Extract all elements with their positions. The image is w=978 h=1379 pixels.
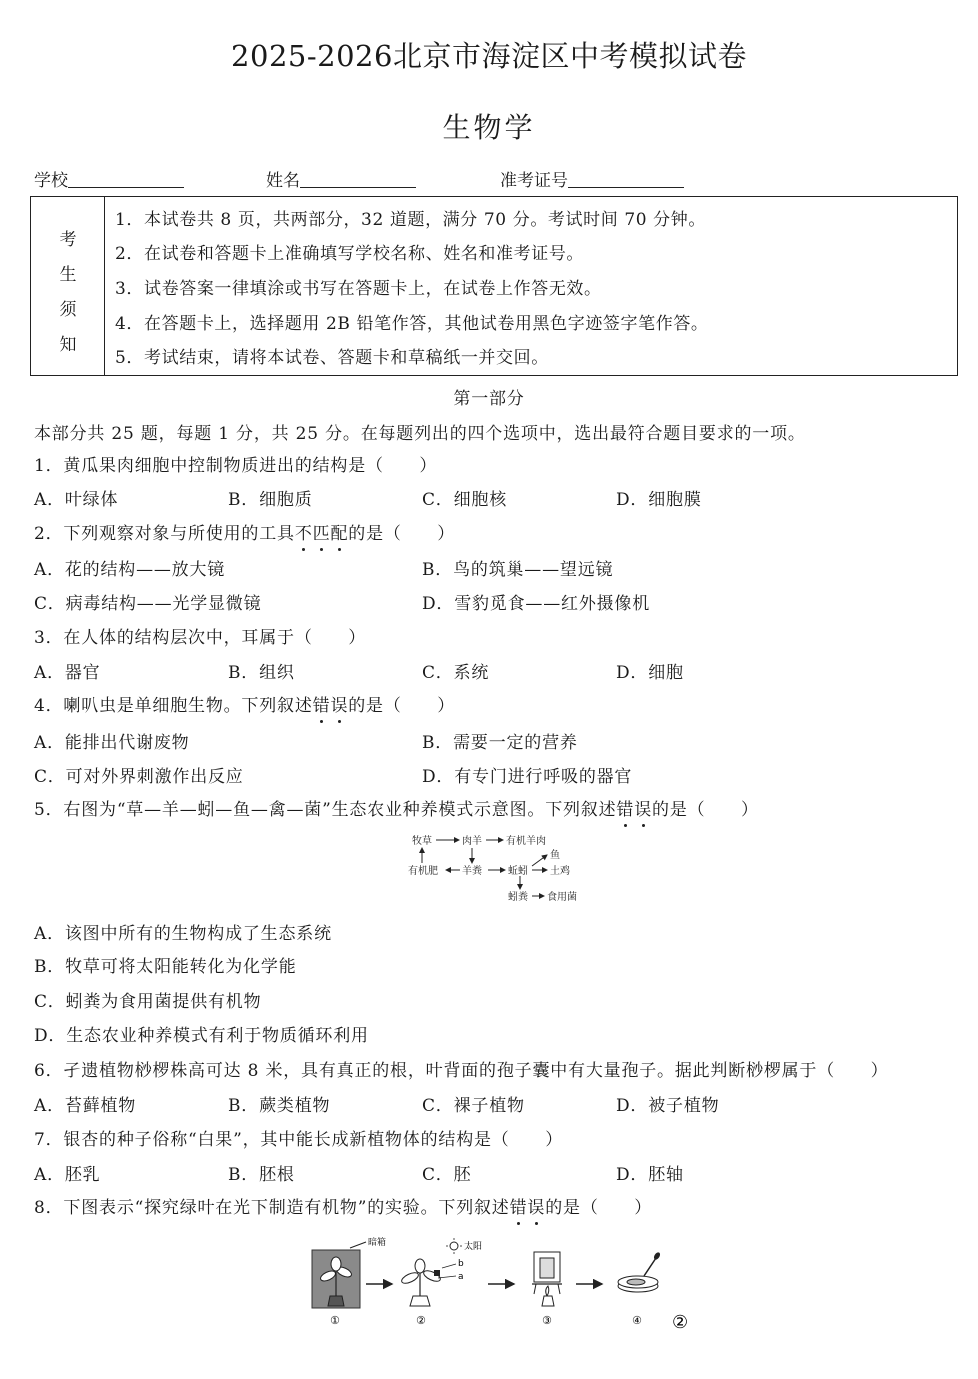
node-earthworm: 蚯蚓 [508, 866, 528, 877]
step-3-label: ③ [542, 1314, 552, 1327]
eco-farm-diagram [404, 830, 594, 914]
node-organic-mutton: 有机羊肉 [506, 836, 546, 847]
step-2-label: ② [416, 1314, 426, 1327]
notice-item: 1．本试卷共 8 页，共两部分，32 道题，满分 70 分。考试时间 70 分钟。 [115, 210, 706, 230]
q7-option-c[interactable]: C．胚 [422, 1165, 472, 1185]
q3-option-c[interactable]: C．系统 [422, 663, 490, 683]
q1-option-d[interactable]: D．细胞膜 [616, 490, 702, 510]
question-2-stem: 2．下列观察对象与所使用的工具不匹配的是（ ） [34, 524, 456, 544]
q5-option-c[interactable]: C．蚓粪为食用菌提供有机物 [34, 992, 262, 1012]
dark-box-label: 暗箱 [368, 1238, 387, 1248]
notice-side-label [31, 197, 105, 375]
notice-item: 4．在答题卡上，选择题用 2B 铅笔作答，其他试卷用黑色字迹签字笔作答。 [115, 314, 709, 334]
q6-option-a[interactable]: A．苔藓植物 [34, 1096, 137, 1116]
experiment-figure [306, 1234, 706, 1338]
q5-option-a[interactable]: A．该图中所有的生物构成了生态系统 [34, 924, 332, 944]
question-5-stem: 5．右图为“草—羊—蚓—鱼—禽—菌”生态农业种养模式示意图。下列叙述错误的是（ ） [34, 800, 759, 820]
node-edible-fungus: 食用菌 [547, 892, 577, 903]
notice-side-char: 生 [59, 265, 77, 285]
name-label: 姓名 [266, 171, 300, 191]
page-marker: ② [672, 1312, 689, 1333]
q2-option-c[interactable]: C．病毒结构——光学显微镜 [34, 594, 262, 614]
q6-option-c[interactable]: C．裸子植物 [422, 1096, 525, 1116]
question-4-stem: 4．喇叭虫是单细胞生物。下列叙述错误的是（ ） [34, 696, 456, 716]
exam-title: 2025-2026北京市海淀区中考模拟试卷 [231, 39, 747, 73]
exam-id-field[interactable] [500, 166, 684, 191]
notice-item: 3．试卷答案一律填涂或书写在答题卡上，在试卷上作答无效。 [115, 279, 602, 299]
q4-option-c[interactable]: C．可对外界刺激作出反应 [34, 767, 244, 787]
node-sheep: 肉羊 [462, 836, 482, 847]
exam-id-label: 准考证号 [500, 171, 568, 191]
question-1-stem: 1．黄瓜果肉细胞中控制物质进出的结构是（ ） [34, 456, 438, 476]
label-a: a [458, 1272, 464, 1282]
q1-option-b[interactable]: B．细胞质 [228, 490, 313, 510]
question-6-stem: 6．孑遗植物桫椤株高可达 8 米，具有真正的根，叶背面的孢子囊中有大量孢子。据此判断桫椤属于（ ） [34, 1061, 889, 1081]
q1-option-c[interactable]: C．细胞核 [422, 490, 508, 510]
notice-side-char: 知 [59, 335, 77, 355]
step-4-label: ④ [632, 1314, 642, 1327]
node-organic-fertilizer: 有机肥 [408, 866, 438, 877]
q3-option-a[interactable]: A．器官 [34, 663, 101, 683]
q4-option-d[interactable]: D．有专门进行呼吸的器官 [422, 767, 633, 787]
question-8-stem: 8．下图表示“探究绿叶在光下制造有机物”的实验。下列叙述错误的是（ ） [34, 1198, 653, 1218]
node-worm-cast: 蚓粪 [508, 892, 528, 903]
q6-option-b[interactable]: B．蕨类植物 [228, 1096, 331, 1116]
q6-option-d[interactable]: D．被子植物 [616, 1096, 720, 1116]
q5-option-d[interactable]: D．生态农业种养模式有利于物质循环利用 [34, 1026, 369, 1046]
name-field[interactable] [266, 166, 416, 191]
notice-item: 5．考试结束，请将本试卷、答题卡和草稿纸一并交回。 [115, 348, 549, 368]
notice-side-char: 须 [59, 300, 77, 320]
label-b: b [458, 1259, 464, 1269]
candidate-notice-box [30, 196, 958, 376]
part-instructions: 本部分共 25 题，每题 1 分，共 25 分。在每题列出的四个选项中，选出最符合题目要求的一项。 [34, 424, 806, 444]
notice-item: 2．在试卷和答题卡上准确填写学校名称、姓名和准考证号。 [115, 244, 585, 264]
q7-option-b[interactable]: B．胚根 [228, 1165, 295, 1185]
q2-option-b[interactable]: B．鸟的筑巢——望远镜 [422, 560, 614, 580]
node-fish: 鱼 [550, 850, 560, 861]
notice-side-char: 考 [59, 230, 77, 250]
node-pasture: 牧草 [412, 836, 432, 847]
q7-option-a[interactable]: A．胚乳 [34, 1165, 101, 1185]
part-heading: 第一部分 [453, 389, 525, 409]
q1-option-a[interactable]: A．叶绿体 [34, 490, 119, 510]
q7-option-d[interactable]: D．胚轴 [616, 1165, 684, 1185]
q3-option-b[interactable]: B．组织 [228, 663, 295, 683]
question-7-stem: 7．银杏的种子俗称“白果”，其中能长成新植物体的结构是（ ） [34, 1130, 563, 1150]
q3-option-d[interactable]: D．细胞 [616, 663, 684, 683]
school-field[interactable] [34, 166, 184, 191]
q2-option-a[interactable]: A．花的结构——放大镜 [34, 560, 226, 580]
subject-title: 生物学 [442, 111, 536, 144]
q5-option-b[interactable]: B．牧草可将太阳能转化为化学能 [34, 957, 297, 977]
question-3-stem: 3．在人体的结构层次中，耳属于（ ） [34, 628, 367, 648]
step-1-label: ① [330, 1314, 340, 1327]
q4-option-a[interactable]: A．能排出代谢废物 [34, 733, 190, 753]
node-chicken: 土鸡 [550, 866, 570, 877]
sun-label: 太阳 [464, 1242, 483, 1252]
q2-option-d[interactable]: D．雪豹觅食——红外摄像机 [422, 594, 651, 614]
node-sheep-manure: 羊粪 [462, 866, 482, 877]
q4-option-b[interactable]: B．需要一定的营养 [422, 733, 578, 753]
school-label: 学校 [34, 171, 68, 191]
